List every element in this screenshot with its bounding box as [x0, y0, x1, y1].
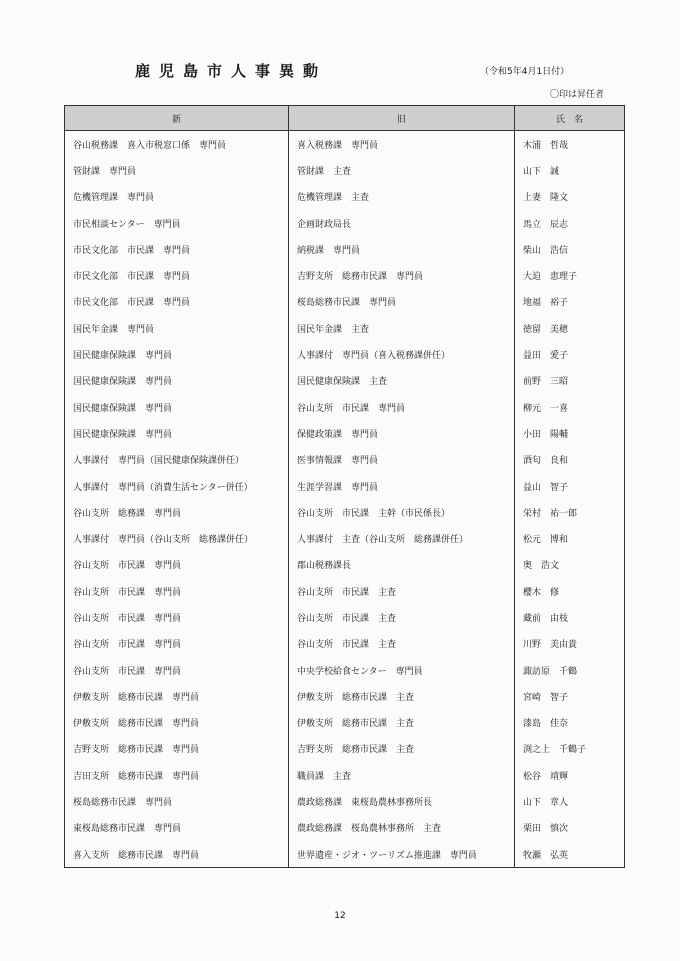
- new-position-cell: 国民健康保険課 専門員: [65, 420, 289, 446]
- new-position-cell: 桜島総務市民課 専門員: [65, 788, 289, 814]
- table-row: [65, 394, 625, 420]
- table-row: [65, 578, 625, 604]
- person-name-cell: 木浦 哲哉: [515, 131, 625, 158]
- page-title: 鹿児島市人事異動: [135, 62, 328, 80]
- person-name-cell: 櫻木 修: [515, 578, 625, 604]
- person-name-cell: 益山 智子: [515, 473, 625, 499]
- old-position-cell: 企画財政局長: [289, 210, 515, 236]
- person-name-cell: 宮崎 智子: [515, 683, 625, 709]
- old-position-cell: 保健政策課 専門員: [289, 420, 515, 446]
- personnel-table: [64, 105, 625, 868]
- old-position-cell: 農政総務課 桜島農林事務所 主査: [289, 815, 515, 841]
- new-position-cell: 東桜島総務市民課 専門員: [65, 815, 289, 841]
- table-row: [65, 447, 625, 473]
- new-position-cell: 谷山支所 市民課 専門員: [65, 578, 289, 604]
- person-name-cell: 栄村 祐一郎: [515, 499, 625, 525]
- old-position-cell: 農政総務課 東桜島農林事務所長: [289, 788, 515, 814]
- new-position-cell: 谷山支所 総務課 専門員: [65, 499, 289, 525]
- person-name-cell: 馬立 辰志: [515, 210, 625, 236]
- table-row: [65, 210, 625, 236]
- person-name-cell: 藏前 由枝: [515, 604, 625, 630]
- old-position-cell: 吉野支所 総務市民課 専門員: [289, 262, 515, 288]
- new-position-cell: 管財課 専門員: [65, 157, 289, 183]
- table-row: [65, 131, 625, 158]
- old-position-cell: 職員課 主査: [289, 762, 515, 788]
- old-position-cell: 管財課 主査: [289, 157, 515, 183]
- new-position-cell: 危機管理課 専門員: [65, 184, 289, 210]
- table-row: [65, 841, 625, 868]
- new-position-cell: 市民文化部 市民課 専門員: [65, 236, 289, 262]
- person-name-cell: 大迫 恵理子: [515, 262, 625, 288]
- old-position-cell: 納税課 専門員: [289, 236, 515, 262]
- new-position-cell: 市民文化部 市民課 専門員: [65, 289, 289, 315]
- person-name-cell: 上妻 隆文: [515, 184, 625, 210]
- new-position-cell: 国民健康保険課 専門員: [65, 394, 289, 420]
- new-position-cell: 谷山支所 市民課 専門員: [65, 657, 289, 683]
- effective-date: （令和5年4月1日付）: [480, 67, 570, 77]
- old-position-cell: 谷山支所 市民課 主査: [289, 604, 515, 630]
- person-name-cell: 小田 陽輔: [515, 420, 625, 446]
- table-row: [65, 368, 625, 394]
- old-position-cell: 谷山支所 市民課 専門員: [289, 394, 515, 420]
- new-position-cell: 谷山支所 市民課 専門員: [65, 604, 289, 630]
- new-position-cell: 谷山支所 市民課 専門員: [65, 552, 289, 578]
- new-position-cell: 人事課付 専門員（消費生活センター併任）: [65, 473, 289, 499]
- new-position-cell: 谷山支所 市民課 専門員: [65, 631, 289, 657]
- table-row: [65, 499, 625, 525]
- old-position-cell: 伊敷支所 総務市民課 主査: [289, 683, 515, 709]
- table-row: [65, 262, 625, 288]
- table-row: [65, 289, 625, 315]
- person-name-cell: 柳元 一喜: [515, 394, 625, 420]
- old-position-cell: 谷山支所 市民課 主査: [289, 578, 515, 604]
- person-name-cell: 柴山 浩信: [515, 236, 625, 262]
- new-position-cell: 喜入支所 総務市民課 専門員: [65, 841, 289, 868]
- old-position-cell: 伊敷支所 総務市民課 主査: [289, 710, 515, 736]
- table-row: [65, 525, 625, 551]
- old-position-cell: 中央学校給食センター 専門員: [289, 657, 515, 683]
- old-position-cell: 郡山税務課長: [289, 552, 515, 578]
- table-row: [65, 420, 625, 446]
- person-name-cell: 松元 博和: [515, 525, 625, 551]
- table-row: [65, 315, 625, 341]
- page-number: 12: [334, 911, 346, 921]
- person-name-cell: 川野 美由貴: [515, 631, 625, 657]
- old-position-cell: 国民年金課 主査: [289, 315, 515, 341]
- new-position-cell: 吉野支所 総務市民課 専門員: [65, 736, 289, 762]
- table-row: [65, 683, 625, 709]
- person-name-cell: 益田 愛子: [515, 341, 625, 367]
- table-row: [65, 736, 625, 762]
- table-row: [65, 341, 625, 367]
- new-position-cell: 吉田支所 総務市民課 専門員: [65, 762, 289, 788]
- old-position-cell: 人事課付 主査（谷山支所 総務課併任）: [289, 525, 515, 551]
- person-name-cell: 牧瀬 弘英: [515, 841, 625, 868]
- new-position-cell: 伊敷支所 総務市民課 専門員: [65, 683, 289, 709]
- old-position-cell: 吉野支所 総務市民課 主査: [289, 736, 515, 762]
- person-name-cell: 漆島 佳奈: [515, 710, 625, 736]
- new-position-cell: 国民年金課 専門員: [65, 315, 289, 341]
- table-row: [65, 184, 625, 210]
- old-position-cell: 世界遺産・ジオ・ツーリズム推進課 専門員: [289, 841, 515, 868]
- table-row: [65, 552, 625, 578]
- new-position-cell: 人事課付 専門員（谷山支所 総務課併任）: [65, 525, 289, 551]
- column-header-name: 氏 名: [515, 106, 625, 131]
- old-position-cell: 谷山支所 市民課 主査: [289, 631, 515, 657]
- old-position-cell: 谷山支所 市民課 主幹（市民係長）: [289, 499, 515, 525]
- column-header-old: 旧: [289, 106, 515, 131]
- person-name-cell: 地福 裕子: [515, 289, 625, 315]
- person-name-cell: 渕之上 千鶴子: [515, 736, 625, 762]
- old-position-cell: 国民健康保険課 主査: [289, 368, 515, 394]
- promotion-note: 〇印は昇任者: [550, 90, 605, 100]
- old-position-cell: 医事情報課 専門員: [289, 447, 515, 473]
- table-row: [65, 236, 625, 262]
- new-position-cell: 市民文化部 市民課 専門員: [65, 262, 289, 288]
- person-name-cell: 栗田 慎次: [515, 815, 625, 841]
- old-position-cell: 喜入税務課 専門員: [289, 131, 515, 158]
- person-name-cell: 諏訪原 千鶴: [515, 657, 625, 683]
- person-name-cell: 山下 章人: [515, 788, 625, 814]
- table-header-row: [65, 106, 625, 131]
- table-row: [65, 473, 625, 499]
- table-row: [65, 631, 625, 657]
- table-row: [65, 815, 625, 841]
- new-position-cell: 人事課付 専門員（国民健康保険課併任）: [65, 447, 289, 473]
- person-name-cell: 酒匂 良和: [515, 447, 625, 473]
- table-row: [65, 657, 625, 683]
- person-name-cell: 徳留 美穂: [515, 315, 625, 341]
- new-position-cell: 国民健康保険課 専門員: [65, 368, 289, 394]
- old-position-cell: 生涯学習課 専門員: [289, 473, 515, 499]
- new-position-cell: 伊敷支所 総務市民課 専門員: [65, 710, 289, 736]
- old-position-cell: 危機管理課 主査: [289, 184, 515, 210]
- person-name-cell: 奥 浩文: [515, 552, 625, 578]
- new-position-cell: 国民健康保険課 専門員: [65, 341, 289, 367]
- old-position-cell: 人事課付 専門員（喜入税務課併任）: [289, 341, 515, 367]
- new-position-cell: 谷山税務課 喜入市税窓口係 専門員: [65, 131, 289, 158]
- new-position-cell: 市民相談センター 専門員: [65, 210, 289, 236]
- person-name-cell: 松谷 靖輝: [515, 762, 625, 788]
- person-name-cell: 山下 誠: [515, 157, 625, 183]
- table-row: [65, 788, 625, 814]
- old-position-cell: 桜島総務市民課 専門員: [289, 289, 515, 315]
- table-row: [65, 710, 625, 736]
- table-row: [65, 762, 625, 788]
- person-name-cell: 前野 三昭: [515, 368, 625, 394]
- table-row: [65, 157, 625, 183]
- table-row: [65, 604, 625, 630]
- column-header-new: 新: [65, 106, 289, 131]
